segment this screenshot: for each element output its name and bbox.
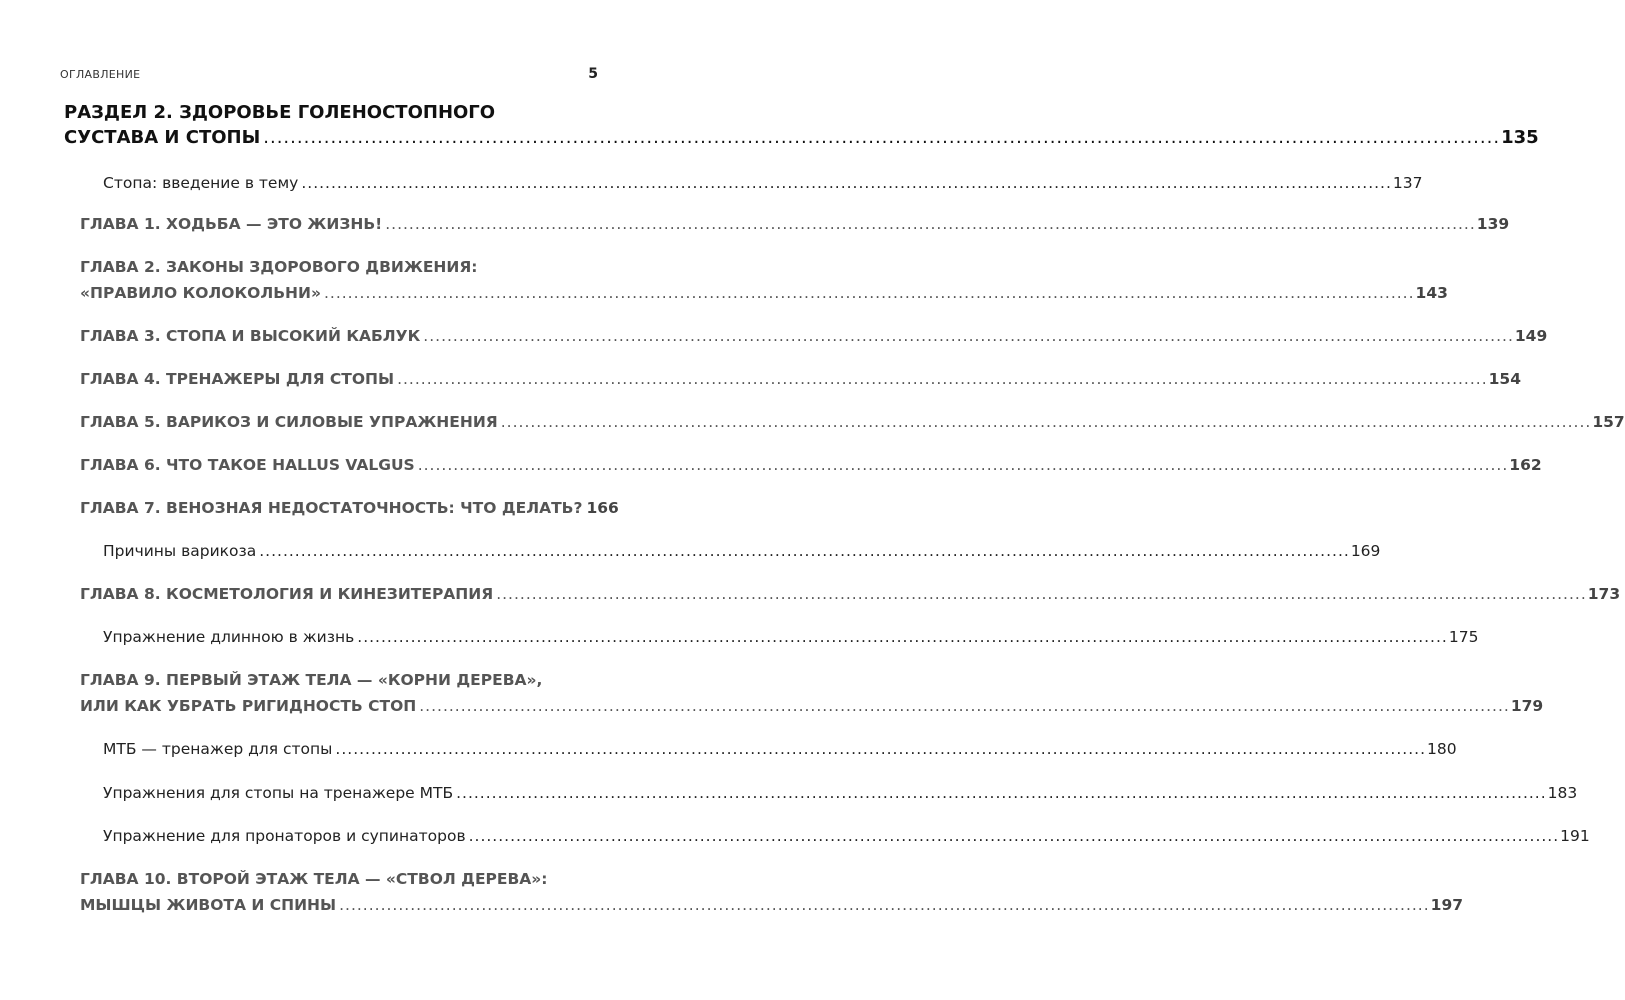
- toc-entry-line: [64, 102, 598, 123]
- toc-entry-title: ГЛАВА 7. ВЕНОЗНАЯ НЕДОСТАТОЧНОСТЬ: ЧТО ДЕЛАТЬ?: [80, 499, 583, 517]
- toc-page-number: 143: [1415, 284, 1448, 302]
- dot-leader: [418, 456, 1509, 474]
- toc-page-number: 183: [1547, 784, 1578, 802]
- toc-entry-title: МТБ — тренажер для стопы: [103, 740, 333, 758]
- toc-page-number: 139: [1476, 215, 1510, 233]
- toc-entry-line: [103, 542, 1381, 560]
- dot-leader: [501, 413, 1592, 431]
- toc-entry-title: Стопа: введение в тему: [103, 174, 299, 192]
- toc-page-number: 166: [586, 499, 619, 517]
- toc-entry-line: [103, 740, 1457, 758]
- toc-page-number: 162: [1509, 456, 1542, 474]
- toc-page-number: 197: [1430, 896, 1464, 914]
- toc-entry-line: [80, 870, 598, 888]
- toc-entry-title: МЫШЦЫ ЖИВОТА И СПИНЫ: [80, 896, 337, 914]
- toc-entry-line: [80, 671, 598, 689]
- page-header: [60, 66, 598, 82]
- running-head: ОГЛАВЛЕНИЕ: [60, 68, 141, 81]
- toc-entry-line: [80, 215, 1510, 233]
- toc-entry-line: [80, 258, 598, 276]
- toc-page-number: 173: [1587, 585, 1621, 603]
- toc-page-number: 180: [1427, 740, 1457, 758]
- toc-entry-line: [80, 456, 1542, 474]
- dot-leader: [385, 215, 1476, 233]
- toc-entry-line: [103, 827, 1590, 845]
- dot-leader: [423, 327, 1514, 345]
- toc-entry-title: ГЛАВА 1. ХОДЬБА — ЭТО ЖИЗНЬ!: [80, 215, 383, 233]
- toc-entry-title: СУСТАВА И СТОПЫ: [64, 127, 261, 148]
- dot-leader: [263, 127, 1500, 148]
- dot-leader: [324, 284, 1415, 302]
- dot-leader: [496, 585, 1587, 603]
- toc-page-number: 149: [1514, 327, 1548, 345]
- toc-entry-line: [80, 370, 1521, 388]
- toc-entry-title: ГЛАВА 2. ЗАКОНЫ ЗДОРОВОГО ДВИЖЕНИЯ:: [80, 258, 478, 276]
- toc-entry-line: [64, 127, 1539, 148]
- toc-page-number: 175: [1448, 628, 1479, 646]
- toc-page-number: 154: [1488, 370, 1521, 388]
- dot-leader: [259, 542, 1350, 560]
- toc-entry-title: Причины варикоза: [103, 542, 257, 560]
- toc-page-number: 191: [1560, 827, 1590, 845]
- toc-entry-line: [103, 628, 1479, 646]
- toc-entry-title: ГЛАВА 5. ВАРИКОЗ И СИЛОВЫЕ УПРАЖНЕНИЯ: [80, 413, 498, 431]
- toc-entry-title: ГЛАВА 8. КОСМЕТОЛОГИЯ И КИНЕЗИТЕРАПИЯ: [80, 585, 494, 603]
- toc-entry-line: [80, 585, 1621, 603]
- toc-entry-title: Упражнения для стопы на тренажере МТБ: [103, 784, 454, 802]
- toc-entry-title: «ПРАВИЛО КОЛОКОЛЬНИ»: [80, 284, 321, 302]
- dot-leader: [397, 370, 1488, 388]
- dot-leader: [456, 784, 1547, 802]
- toc-entry-title: ГЛАВА 6. ЧТО ТАКОЕ HALLUS VALGUS: [80, 456, 415, 474]
- toc-entry-line: [80, 697, 1544, 715]
- toc-page-number: 135: [1501, 127, 1539, 148]
- toc-entry-title: ГЛАВА 3. СТОПА И ВЫСОКИЙ КАБЛУК: [80, 327, 421, 345]
- toc-entry-line: [103, 784, 1578, 802]
- page-number: 5: [588, 66, 598, 82]
- toc-entry-line: [80, 284, 1448, 302]
- toc-entry-line: [103, 174, 1423, 192]
- toc-entry-title: ГЛАВА 9. ПЕРВЫЙ ЭТАЖ ТЕЛА — «КОРНИ ДЕРЕВА»,: [80, 671, 543, 689]
- toc-entry-title: Упражнение для пронаторов и супинаторов: [103, 827, 466, 845]
- dot-leader: [357, 628, 1448, 646]
- toc-entry-line: [80, 327, 1548, 345]
- toc-page-number: 179: [1510, 697, 1544, 715]
- toc-entry-title: ИЛИ КАК УБРАТЬ РИГИДНОСТЬ СТОП: [80, 697, 417, 715]
- toc-entry-line: [80, 413, 1625, 431]
- dot-leader: [419, 697, 1510, 715]
- toc-entry-title: Упражнение длинною в жизнь: [103, 628, 355, 646]
- toc-page-number: 169: [1350, 542, 1381, 560]
- dot-leader: [469, 827, 1560, 845]
- toc-page-number: 157: [1592, 413, 1625, 431]
- dot-leader: [339, 896, 1430, 914]
- dot-leader: [301, 174, 1392, 192]
- toc-page-number: 137: [1392, 174, 1423, 192]
- dot-leader: [335, 740, 1426, 758]
- toc-entry-title: ГЛАВА 10. ВТОРОЙ ЭТАЖ ТЕЛА — «СТВОЛ ДЕРЕВА»:: [80, 870, 548, 888]
- toc-entry-line: [80, 896, 1464, 914]
- toc-entry-title: ГЛАВА 4. ТРЕНАЖЕРЫ ДЛЯ СТОПЫ: [80, 370, 395, 388]
- toc-entry-line: [80, 499, 619, 517]
- toc-entry-title: РАЗДЕЛ 2. ЗДОРОВЬЕ ГОЛЕНОСТОПНОГО: [64, 102, 496, 123]
